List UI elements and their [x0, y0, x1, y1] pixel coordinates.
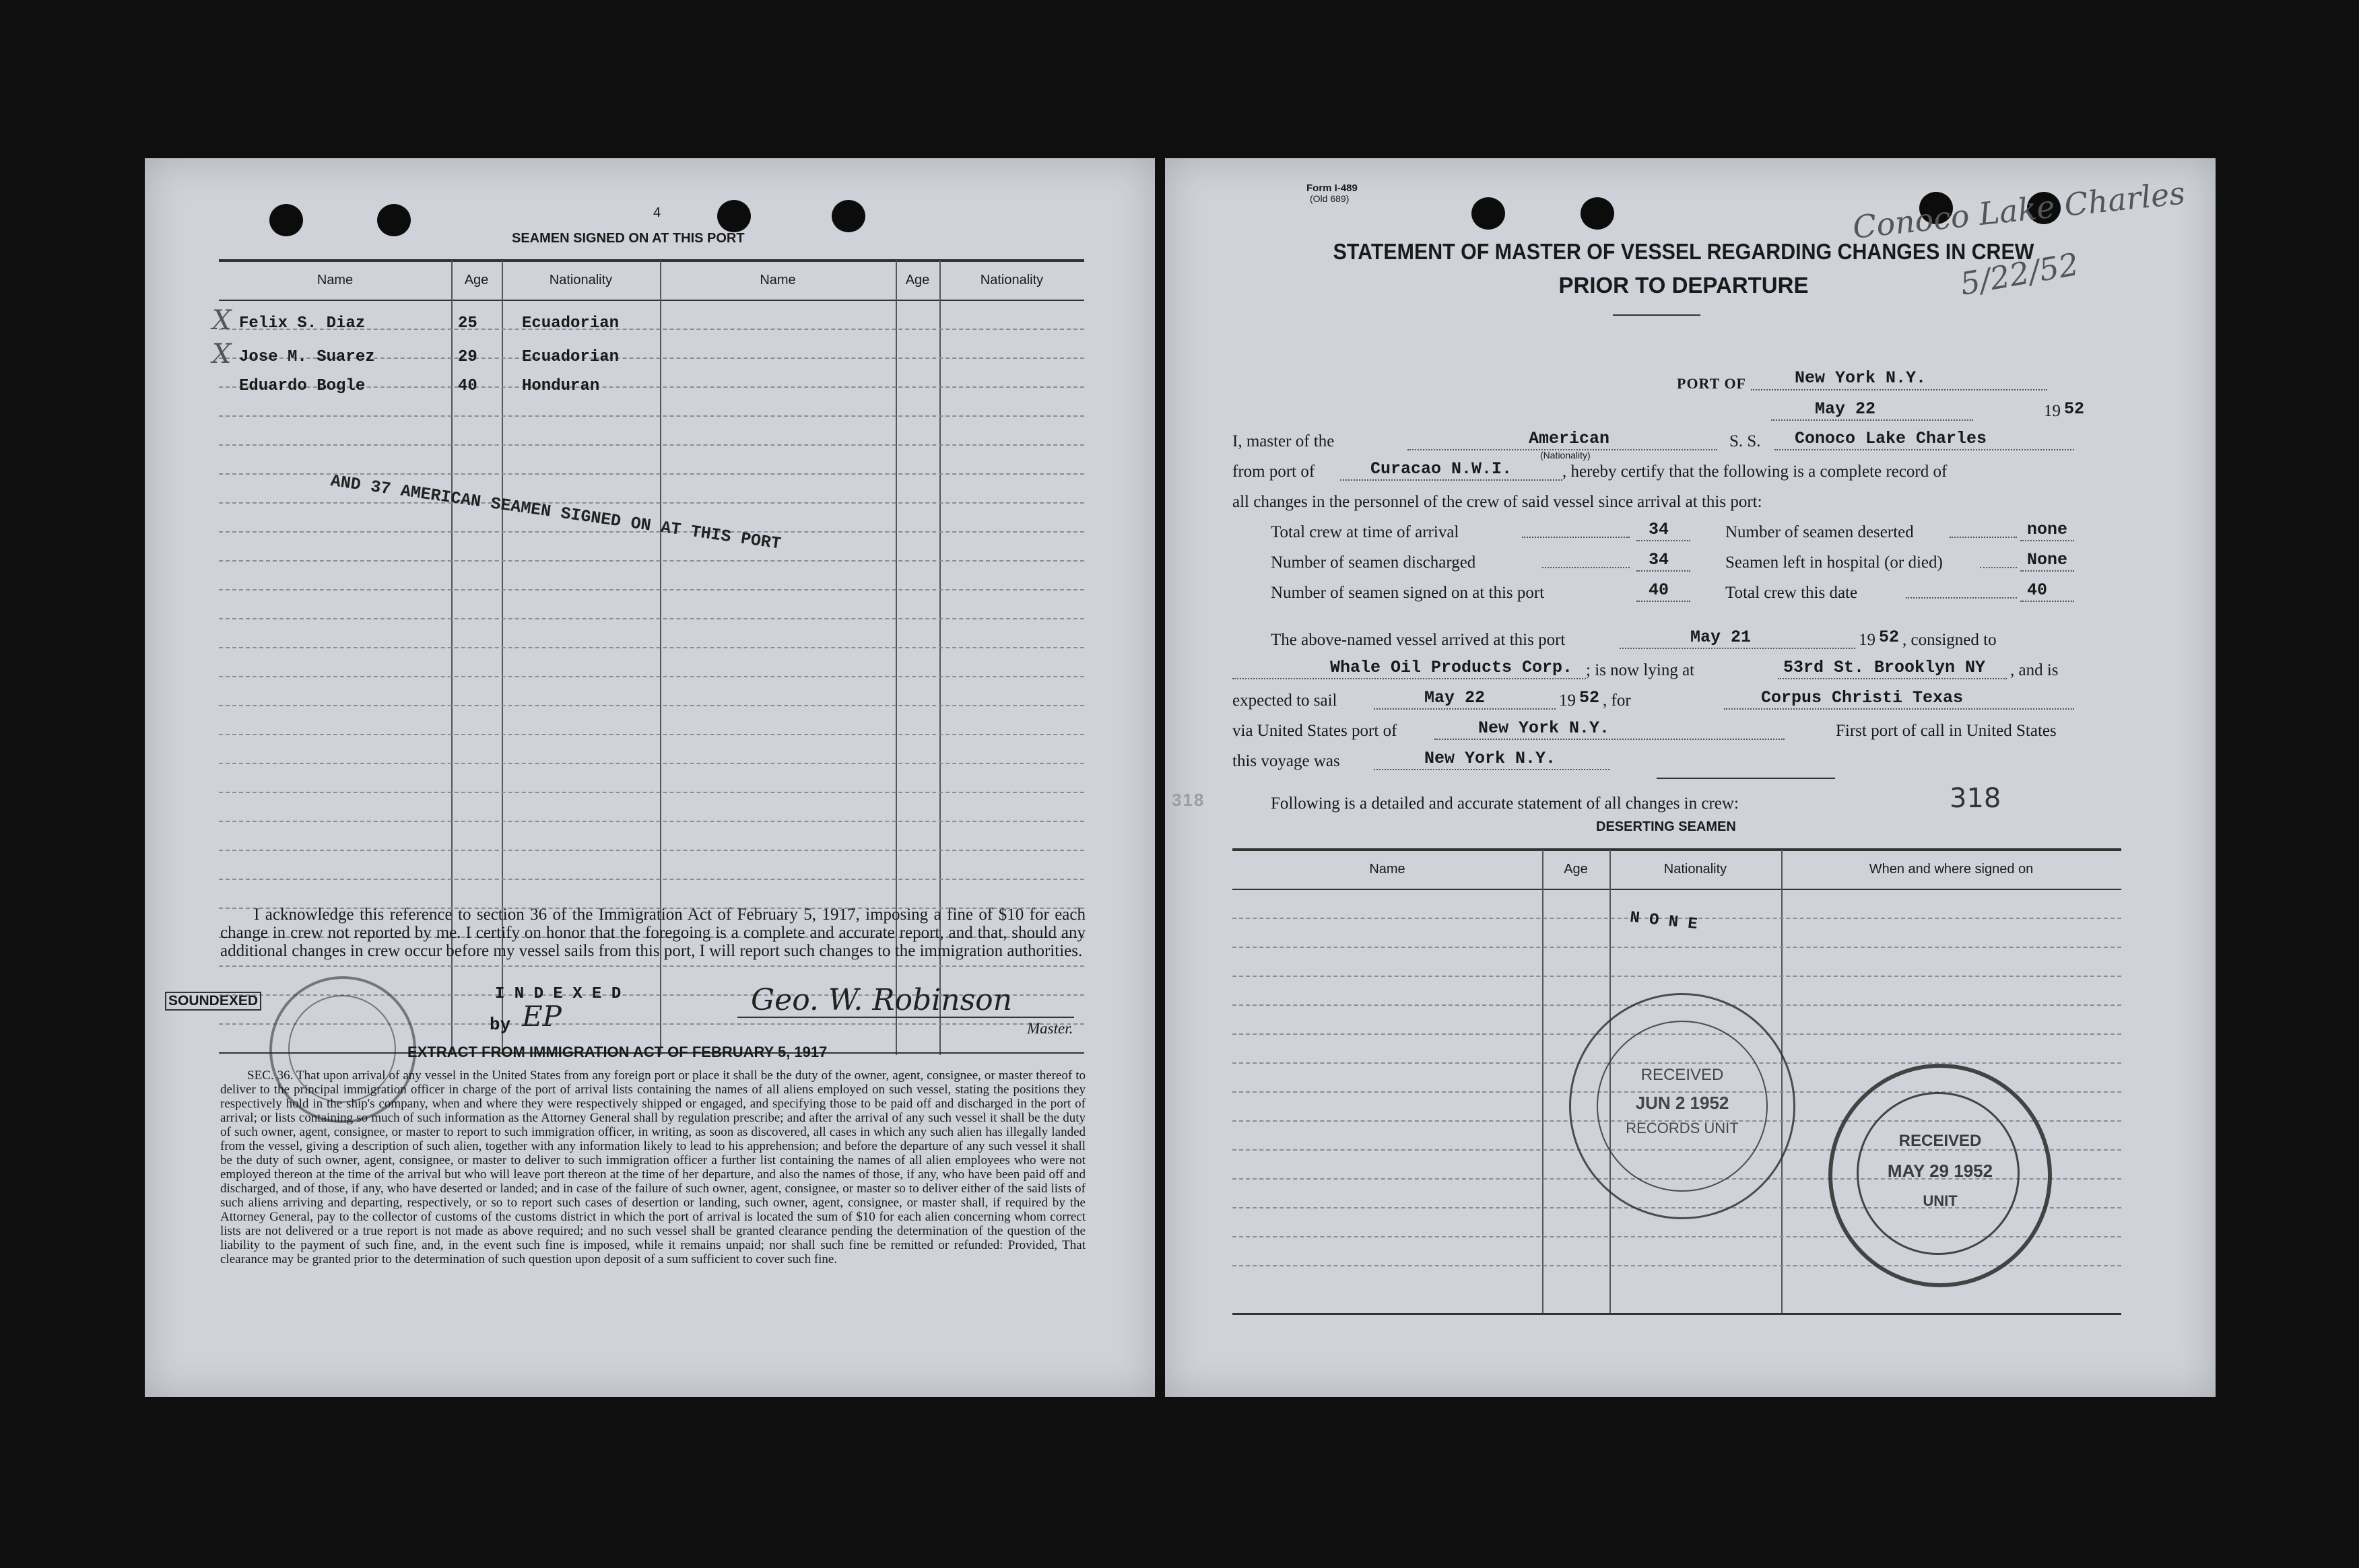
col-header: Age	[905, 273, 930, 287]
total-crew-date-value: 40	[2027, 580, 2048, 600]
certify-text: , hereby certify that the following is a complete record of	[1562, 463, 1948, 481]
ship-name: Conoco Lake Charles	[1795, 429, 1987, 448]
port-of-value: New York N.Y.	[1795, 368, 1927, 388]
expected-label: expected to sail	[1232, 691, 1337, 710]
received-stamp-unit	[1828, 1064, 2052, 1287]
american-seamen-stamp: AND 37 AMERICAN SEAMEN SIGNED ON AT THIS PORT	[329, 471, 783, 554]
seaman-name: Jose M. Suarez	[239, 348, 375, 366]
col-header: Nationality	[549, 273, 613, 287]
punch-hole	[1471, 197, 1505, 230]
consigned-label: , consigned to	[1902, 631, 1997, 649]
punch-hole	[377, 204, 411, 236]
left-page	[145, 158, 1155, 1397]
first-port-value: New York N.Y.	[1424, 749, 1556, 768]
check-mark: X	[212, 305, 232, 336]
seaman-nationality: Honduran	[522, 377, 600, 395]
stamp-line: MAY 29 1952	[1887, 1161, 1993, 1181]
master-label: Master.	[1027, 1020, 1073, 1037]
master-of-label: I, master of the	[1232, 432, 1335, 450]
soundexed-stamp: SOUNDEXED	[165, 992, 261, 1011]
acknowledgment-text: I acknowledge this reference to section 36 of the Immigration Act of February 5, 1917, imposing a fine of $10 for each change in crew not reported by me. I certify on honor that the foregoing is a complete and accurate report, and that, should any additional changes in crew occur before my vessel sails from this port, I will report such changes to the immigration authorities.	[220, 906, 1086, 960]
punch-hole	[269, 204, 303, 236]
stamp-line: RECEIVED	[1640, 1066, 1724, 1084]
lying-at: 53rd St. Brooklyn NY	[1783, 658, 1986, 677]
deserting-title: DESERTING SEAMEN	[1596, 819, 1736, 834]
handwritten-vessel: Conoco Lake Charles	[1851, 174, 2187, 246]
arrived-year: 52	[1879, 627, 1900, 647]
by-initials: EP	[522, 1000, 562, 1033]
discharged-value: 34	[1649, 550, 1669, 570]
col-header: Name	[760, 273, 796, 287]
extract-text: SEC. 36. That upon arrival of any vessel in the United States from any foreign port or place it shall be the duty of the owner, agent, consignee, or master thereof to deliver to the principal immigration officer in charge of the port of arrival lists containing the names of all aliens employed on such vessel, stating the positions they respectively hold in the ship's company, when and where they were respectively shipped or engaged, and specifying those to be paid off and discharged in the port of arrival; or lists containing so much of such information as the Attorney General shall by regulation prescribe; and after the arrival of any such vessel it shall be the duty of such owner, agent, consignee, or master to report to such immigration officer, in writing, as soon as discovered, all cases in which any such alien has illegally landed from the vessel, giving a description of such alien, together with any information likely to lead to his apprehension; and before the departure of any such vessel it shall be the duty of such owner, agent, consignee, or master to deliver to such immigration officer a further list containing the names of all alien employees who were not employed thereon at the time of the arrival but who will leave port thereon at the time of her departure, and also the names of those, if any, who have been paid off and discharged, and of those, if any, who have deserted or landed; and in case of the failure of such owner, agent, consignee, or master so to deliver either of the said lists of such aliens arriving and departing, respectively, or so to report such cases of desertion or landing, such owner, agent, consignee, or master shall, if required by the Attorney General, pay to the collector of customs of the customs district in which the port of arrival is located the sum of $10 for each alien concerning whom correct lists are not delivered or a true report is not made as above required; and no such vessel shall be granted clearance pending the determination of the question of the liability to the payment of such fine, and, in the event such fine is imposed, while it remains unpaid; nor shall such fine be remitted or refunded: Provided, That clearance may be granted prior to the determination of such question upon deposit of a sum sufficient to cover such fine.	[220, 1068, 1086, 1266]
stamp-line: JUN 2 1952	[1635, 1093, 1729, 1113]
section-title: SEAMEN SIGNED ON AT THIS PORT	[512, 231, 745, 246]
deserted-value: none	[2027, 520, 2068, 539]
master-signature: Geo. W. Robinson	[751, 983, 1012, 1017]
handwritten-number: 318	[1950, 783, 2001, 814]
stamp-line: UNIT	[1923, 1192, 1958, 1209]
consignee: Whale Oil Products Corp.	[1330, 658, 1573, 677]
year-prefix: 19	[2044, 402, 2061, 420]
arrived-label: The above-named vessel arrived at this port	[1271, 631, 1566, 649]
signed-on-value: 40	[1649, 580, 1669, 600]
via-port: New York N.Y.	[1478, 718, 1610, 738]
and-is-label: , and is	[2010, 661, 2059, 679]
voyage-label: this voyage was	[1232, 752, 1340, 770]
seaman-age: 29	[458, 348, 477, 366]
col-header: Age	[1564, 862, 1588, 877]
seaman-nationality: Ecuadorian	[522, 314, 620, 333]
punch-hole	[1581, 197, 1614, 230]
seaman-nationality: Ecuadorian	[522, 348, 620, 366]
col-header: Nationality	[980, 273, 1044, 287]
arrived-date: May 21	[1690, 627, 1752, 647]
col-header: Nationality	[1663, 862, 1727, 877]
certify-text2: all changes in the personnel of the crew of said vessel since arrival at this port:	[1232, 493, 1762, 511]
col-header: Name	[1369, 862, 1405, 877]
col-header: Name	[317, 273, 354, 287]
hospital-value: None	[2027, 550, 2068, 570]
col-header: Age	[464, 273, 489, 287]
seaman-name: Eduardo Bogle	[239, 377, 366, 395]
sail-date: May 22	[1424, 688, 1486, 708]
from-port-label: from port of	[1232, 463, 1315, 481]
stamp-line: RECEIVED	[1898, 1132, 1982, 1150]
from-port-value: Curacao N.W.I.	[1370, 459, 1513, 479]
right-page	[1165, 158, 2216, 1397]
signed-on-label: Number of seamen signed on at this port	[1271, 584, 1545, 602]
following-text: Following is a detailed and accurate statement of all changes in crew:	[1271, 794, 1739, 813]
extract-title: EXTRACT FROM IMMIGRATION ACT OF FEBRUARY 5, 1917	[407, 1044, 828, 1060]
seaman-name: Felix S. Diaz	[239, 314, 366, 333]
for-label: , for	[1603, 691, 1631, 710]
punch-hole	[832, 200, 865, 232]
indexed-stamp: I N D E X E D	[495, 985, 622, 1003]
punch-hole	[717, 200, 751, 232]
total-crew-arrival-label: Total crew at time of arrival	[1271, 523, 1459, 541]
page-number: 4	[653, 205, 661, 220]
date-value: May 22	[1815, 399, 1876, 419]
deserted-label: Number of seamen deserted	[1725, 523, 1914, 541]
discharged-label: Number of seamen discharged	[1271, 553, 1476, 572]
port-of-label: PORT OF	[1677, 375, 1746, 392]
nationality-value: American	[1529, 429, 1610, 448]
form-old-number: (Old 689)	[1310, 193, 1350, 204]
form-title-line2: PRIOR TO DEPARTURE	[1558, 273, 1809, 298]
arrived-year-prefix: 19	[1859, 631, 1875, 649]
nationality-caption: (Nationality)	[1540, 450, 1591, 461]
total-crew-arrival-value: 34	[1649, 520, 1669, 539]
handwritten-date: 5/22/52	[1957, 246, 2082, 302]
by-label: by	[490, 1015, 511, 1035]
sail-year: 52	[1579, 688, 1600, 708]
check-mark: X	[212, 339, 232, 370]
form-title-line1: STATEMENT OF MASTER OF VESSEL REGARDING CHANGES IN CREW	[1333, 239, 2034, 264]
via-label: via United States port of	[1232, 722, 1397, 740]
form-number: Form I-489	[1306, 182, 1358, 194]
first-port-label: First port of call in United States	[1836, 722, 2057, 740]
stamp-line: RECORDS UNIT	[1626, 1120, 1739, 1136]
seaman-age: 40	[458, 377, 477, 395]
margin-number: 318	[1172, 790, 1205, 810]
ss-label: S. S.	[1729, 432, 1761, 450]
lying-label: ; is now lying at	[1586, 661, 1695, 679]
seaman-age: 25	[458, 314, 477, 333]
destination: Corpus Christi Texas	[1761, 688, 1964, 708]
sail-year-prefix: 19	[1559, 691, 1576, 710]
col-header: When and where signed on	[1869, 862, 2034, 877]
year-suffix: 52	[2064, 399, 2085, 419]
received-stamp-records	[1569, 993, 1795, 1219]
deserting-none-entry: N O N E	[1628, 908, 1698, 934]
hospital-label: Seamen left in hospital (or died)	[1725, 553, 1943, 572]
total-crew-date-label: Total crew this date	[1725, 584, 1858, 602]
